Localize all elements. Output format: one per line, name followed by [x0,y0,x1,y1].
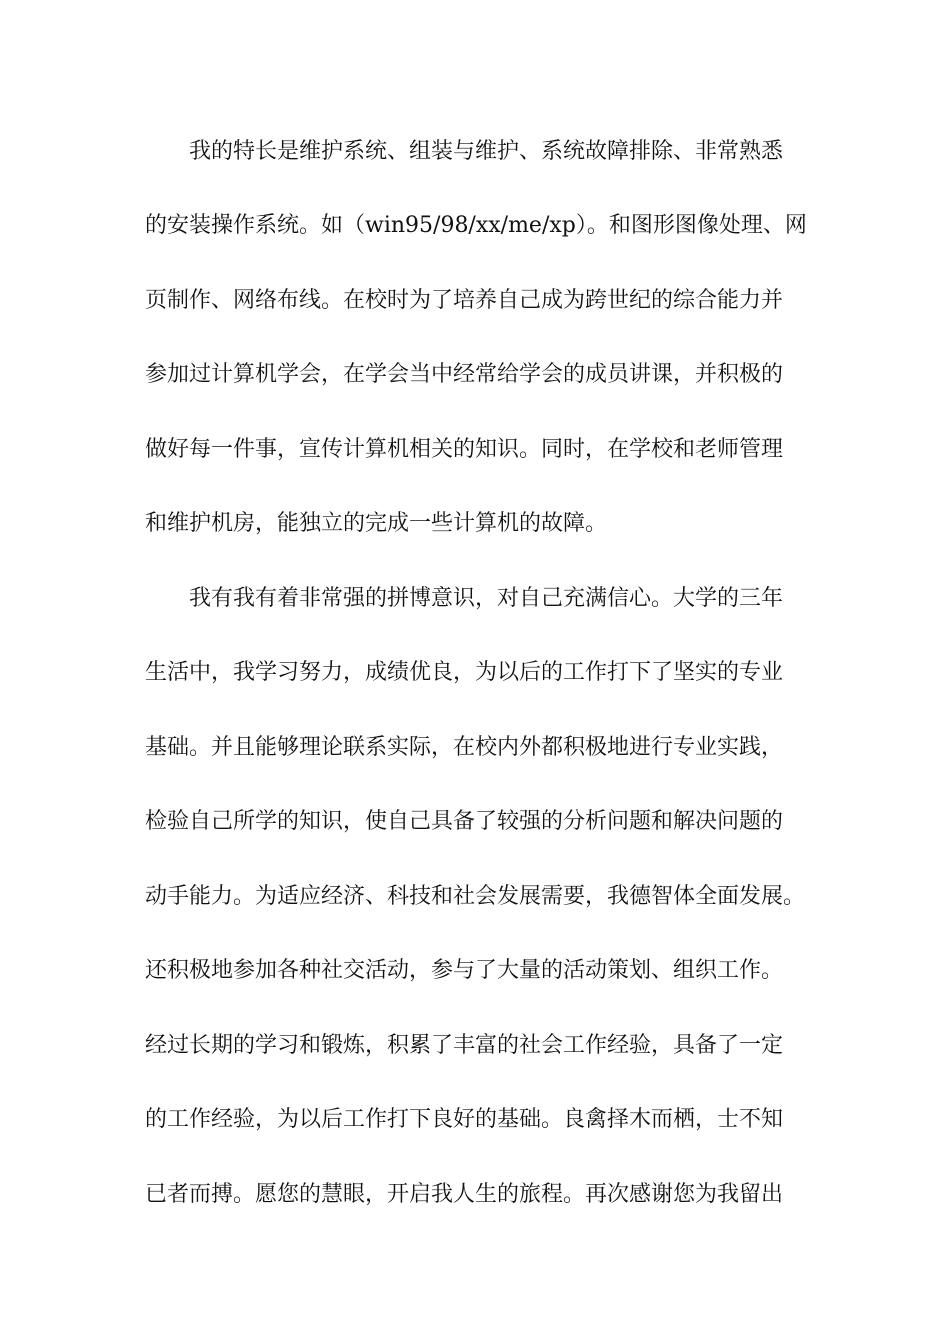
paragraph-1-line-2: 的安装操作系统。如（win95/98/xx/me/xp）。和图形图像处理、网 [145,213,807,238]
paragraph-2-line-5: 动手能力。为适应经济、科技和社会发展需要，我德智体全面发展。 [145,884,806,909]
paragraph-1-line-3: 页制作、网络布线。在校时为了培养自己成为跨世纪的综合能力并 [145,288,784,313]
paragraph-1-line-5: 做好每一件事，宣传计算机相关的知识。同时，在学校和老师管理 [145,437,784,462]
paragraph-2-line-9: 已者而搏。愿您的慧眼，开启我人生的旅程。再次感谢您为我留出 [145,1182,784,1207]
paragraph-1-line-1: 我的特长是维护系统、组装与维护、系统故障排除、非常熟悉 [189,139,784,164]
paragraph-2-line-3: 基础。并且能够理论联系实际，在校内外都积极地进行专业实践， [145,735,784,760]
paragraph-1-line-6: 和维护机房，能独立的完成一些计算机的故障。 [145,511,608,536]
paragraph-2-line-1: 我有我有着非常强的拼博意识，对自己充满信心。大学的三年 [189,586,784,611]
paragraph-2-line-6: 还积极地参加各种社交活动，参与了大量的活动策划、组织工作。 [145,958,784,983]
paragraph-2-line-2: 生活中，我学习努力，成绩优良，为以后的工作打下了坚实的专业 [145,660,784,685]
paragraph-2-line-4: 检验自己所学的知识，使自己具备了较强的分析问题和解决问题的 [145,809,784,834]
paragraph-2-line-8: 的工作经验，为以后工作打下良好的基础。良禽择木而栖，士不知 [145,1107,784,1132]
paragraph-2-line-7: 经过长期的学习和锻炼，积累了丰富的社会工作经验，具备了一定 [145,1033,784,1058]
paragraph-1-line-4: 参加过计算机学会，在学会当中经常给学会的成员讲课，并积极的 [145,362,784,387]
